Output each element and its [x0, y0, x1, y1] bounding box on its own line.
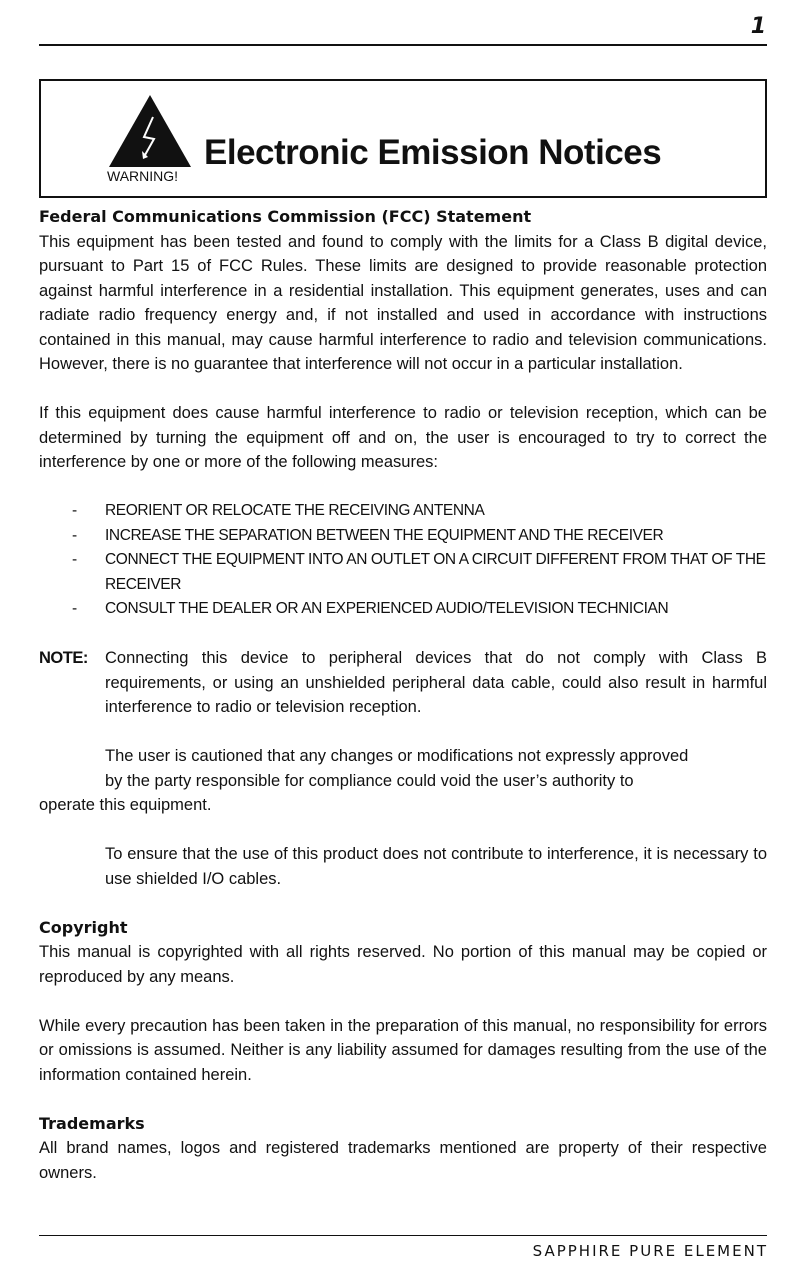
footer-rule: [39, 1235, 767, 1236]
list-item: - INCREASE THE SEPARATION BETWEEN THE EQUIPMENT AND THE RECEIVER: [72, 526, 664, 544]
measures-list: [39, 499, 767, 622]
shielded-cables-text: To ensure that the use of this product does not contribute to interference, it is necessary to use shielded I/O cables.: [105, 845, 767, 888]
fcc-heading: Federal Communications Commission (FCC) Statement: [39, 207, 532, 226]
list-item: - REORIENT OR RELOCATE THE RECEIVING ANTENNA: [72, 502, 485, 519]
note-block: [39, 646, 767, 720]
caution-line-1: The user is cautioned that any changes or modifications not expressly approved: [105, 747, 689, 765]
page-number: 1: [750, 14, 766, 39]
warning-icon: [107, 93, 193, 169]
footer-brand: SAPPHIRE PURE ELEMENT: [532, 1242, 768, 1260]
main-content: [39, 205, 767, 1185]
copyright-paragraph-1: This manual is copyrighted with all rights reserved. No portion of this manual may be copied or reproduced by any means.: [39, 943, 767, 986]
notice-box: [39, 79, 767, 198]
trademarks-heading: Trademarks: [39, 1113, 145, 1133]
fcc-paragraph-2: If this equipment does cause harmful interference to radio or television reception, which can be determined by turning the equipment off and on, the user is encouraged to try to correct the interference by one or more of the following measures:: [39, 404, 767, 471]
header-rule: [39, 44, 767, 46]
page-title: Electronic Emission Notices: [204, 133, 662, 172]
list-item: - CONNECT THE EQUIPMENT INTO AN OUTLET ON A CIRCUIT DIFFERENT FROM THAT OF THE RECEIVER: [72, 551, 766, 593]
note-label: NOTE:: [39, 649, 88, 667]
copyright-heading: Copyright: [39, 917, 128, 937]
list-item: - CONSULT THE DEALER OR AN EXPERIENCED AUDIO/TELEVISION TECHNICIAN: [72, 600, 669, 617]
caution-line-2: by the party responsible for compliance could void the user’s authority to: [105, 771, 634, 790]
copyright-paragraph-2: While every precaution has been taken in the preparation of this manual, no responsibility for errors or omissions is assumed. Neither is any liability assumed for damages resulting from the use of the information contained herein.: [39, 1016, 767, 1084]
warning-label: WARNING!: [107, 168, 179, 184]
fcc-paragraph-1: This equipment has been tested and found to comply with the limits for a Class B digital device, pursuant to Part 15 of FCC Rules. These limits are designed to provide reasonable protection against harmful interference in a residential installation. This equipment generates, uses and can radiate radio frequency energy and, if not installed and used in accordance with instructions contained in this manual, may cause harmful interference to radio and television communications. However, there is no guarantee that interference will not occur in a particular installation.: [39, 232, 767, 373]
note-text: Connecting this device to peripheral devices that do not comply with Class B requirements, or using an unshielded peripheral data cable, could also result in harmful interference to radio or television reception.: [105, 649, 767, 716]
trademarks-paragraph: All brand names, logos and registered trademarks mentioned are property of their respective owners.: [39, 1139, 767, 1182]
caution-line-3: operate this equipment.: [39, 796, 212, 814]
